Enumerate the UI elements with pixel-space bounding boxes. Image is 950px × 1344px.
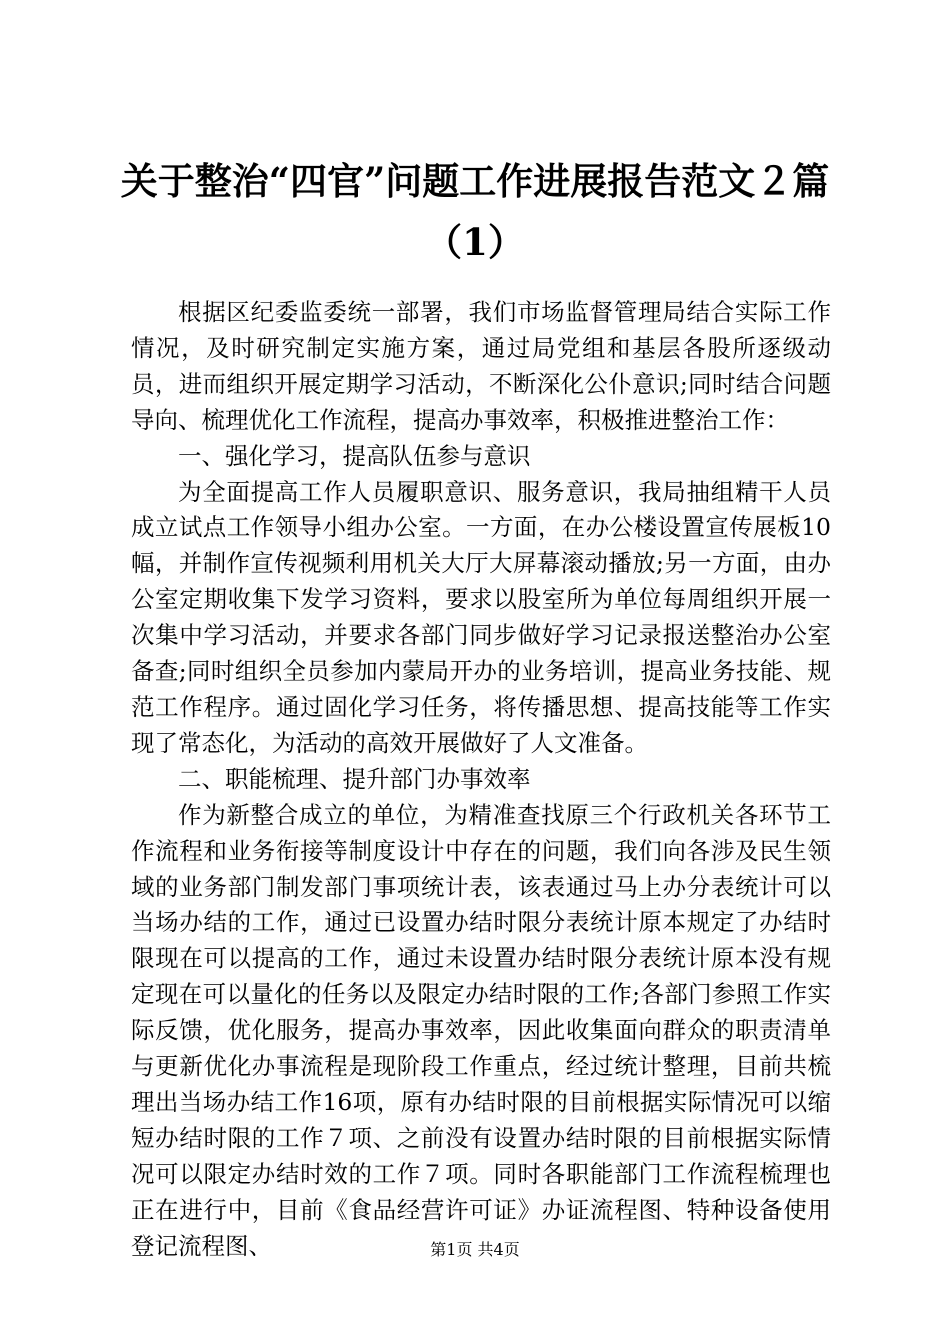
document-title-number: （1）: [425, 220, 525, 264]
paragraph-section-2: 作为新整合成立的单位，为精准查找原三个行政机关各环节工作流程和业务衔接等制度设计中存在的问题，我们向各涉及民生领域的业务部门制发部门事项统计表，该表通过马上办分表统计可以当场办结的工作，通过已设置办结时限分表统计原本规定了办结时限现在可以提高的工作，通过未设置办结时限分表统计原本没有规定现在可以量化的任务以及限定办结时限的工作;各部门参照工作实际反馈，优化服务，提高办事效率，因此收集面向群众的职责清单与更新优化办事流程是现阶段工作重点，经过统计整理，目前共梳理出当场办结工作16项，原有办结时限的目前根据实际情况可以缩短办结时限的工作７项、之前没有设置办结时限的目前根据实际情况可以限定办结时效的工作７项。同时各职能部门工作流程梳理也正在进行中，目前《食品经营许可证》办证流程图、特种设备使用登记流程图、: [131, 800, 831, 1260]
section-heading-2: 二、职能梳理、提升部门办事效率: [178, 764, 531, 793]
page-footer: 第1页 共4页: [430, 1240, 520, 1259]
document-title: 关于整治“四官”问题工作进展报告范文２篇: [120, 159, 830, 203]
document-body: [131, 295, 831, 1264]
paragraph-section-1: 为全面提高工作人员履职意识、服务意识，我局抽组精干人员成立试点工作领导小组办公室。一方面，在办公楼设置宣传展板10幅，并制作宣传视频利用机关大厅大屏幕滚动播放;另一方面，由办公室定期收集下发学习资料，要求以股室所为单位每周组织开展一次集中学习活动，并要求各部门同步做好学习记录报送整治办公室备查;同时组织全员参加内蒙局开办的业务培训，提高业务技能、规范工作程序。通过固化学习任务，将传播思想、提高技能等工作实现了常态化，为活动的高效开展做好了人文准备。: [131, 477, 831, 757]
paragraph-intro: 根据区纪委监委统一部署，我们市场监督管理局结合实际工作情况，及时研究制定实施方案，通过局党组和基层各股所逐级动员，进而组织开展定期学习活动，不断深化公仆意识;同时结合问题导向、梳理优化工作流程，提高办事效率，积极推进整治工作：: [131, 298, 831, 434]
section-heading-1: 一、强化学习，提高队伍参与意识: [178, 441, 531, 470]
